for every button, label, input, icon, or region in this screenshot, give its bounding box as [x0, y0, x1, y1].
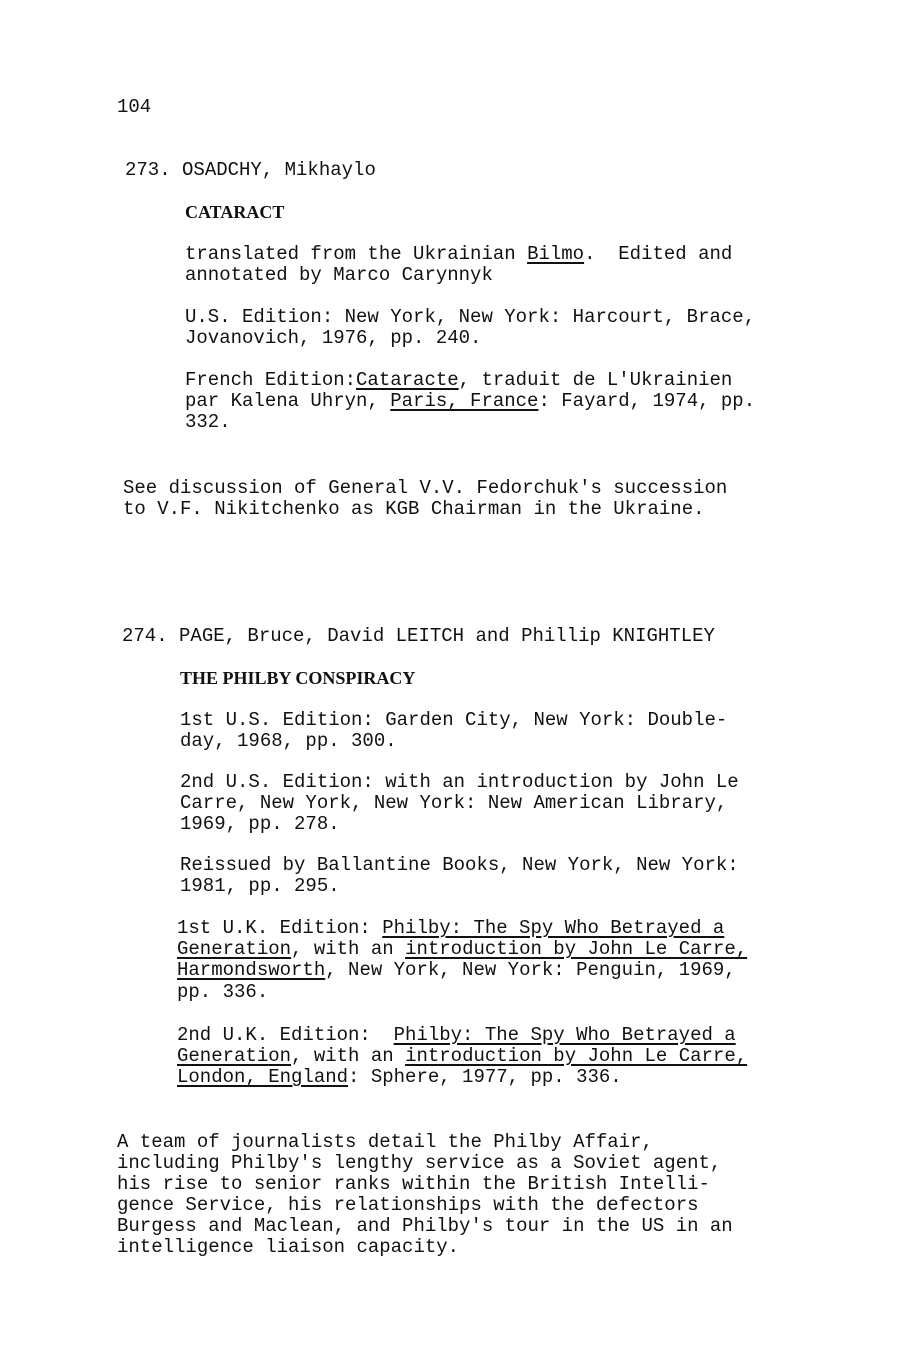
entry-274-line: 1st U.K. Edition: Philby: The Spy Who Betrayed a — [177, 917, 725, 939]
entry-273-note-line: to V.F. Nikitchenko as KGB Chairman in the Ukraine. — [123, 498, 705, 520]
entry-274-line: Harmondsworth, New York, New York: Penguin, 1969, — [177, 959, 736, 981]
entry-273-line: annotated by Marco Carynnyk — [185, 264, 493, 286]
entry-274-line: 2nd U.S. Edition: with an introduction by John Le — [180, 771, 739, 793]
entry-274-line: Carre, New York, New York: New American Library, — [180, 792, 728, 814]
entry-274-note-line: including Philby's lengthy service as a Soviet agent, — [117, 1152, 722, 1174]
entry-273-line: par Kalena Uhryn, Paris, France: Fayard, 1974, pp. — [185, 390, 756, 412]
entry-274-note-line: A team of journalists detail the Philby Affair, — [117, 1131, 653, 1153]
entry-273-line: Jovanovich, 1976, pp. 240. — [185, 327, 482, 349]
entry-274-note-line: gence Service, his relationships with the defectors — [117, 1194, 699, 1216]
entry-274-line: day, 1968, pp. 300. — [180, 730, 397, 752]
entry-274-note-line: intelligence liaison capacity. — [117, 1236, 460, 1258]
page-number: 104 — [117, 96, 152, 118]
entry-274-line: 1981, pp. 295. — [180, 875, 340, 897]
entry-273-title: CATARACT — [185, 202, 285, 222]
entry-274-line: 1969, pp. 278. — [180, 813, 340, 835]
entry-274-note-line: his rise to senior ranks within the British Intelli- — [117, 1173, 710, 1195]
entry-273-heading: 273. OSADCHY, Mikhaylo — [125, 159, 376, 181]
entry-274-line: 1st U.S. Edition: Garden City, New York: Double- — [180, 709, 728, 731]
entry-274-line: Generation, with an introduction by John Le Carre, — [177, 1045, 748, 1067]
entry-274-heading: 274. PAGE, Bruce, David LEITCH and Phillip KNIGHTLEY — [122, 625, 715, 647]
entry-274-line: Generation, with an introduction by John Le Carre, — [177, 938, 748, 960]
entry-273-line: translated from the Ukrainian Bilmo. Edited and — [185, 243, 733, 265]
entry-273-line: French Edition:Cataracte, traduit de L'Ukrainien — [185, 369, 733, 391]
entry-274-line: pp. 336. — [177, 981, 269, 1003]
entry-273-line: U.S. Edition: New York, New York: Harcourt, Brace, — [185, 306, 756, 328]
entry-274-line: 2nd U.K. Edition: Philby: The Spy Who Betrayed a — [177, 1024, 736, 1046]
entry-274-line: Reissued by Ballantine Books, New York, New York: — [180, 854, 739, 876]
entry-274-title: THE PHILBY CONSPIRACY — [180, 668, 416, 688]
entry-273-line: 332. — [185, 411, 231, 433]
entry-273-note-line: See discussion of General V.V. Fedorchuk's succession — [123, 477, 728, 499]
entry-274-line: London, England: Sphere, 1977, pp. 336. — [177, 1066, 622, 1088]
entry-274-note-line: Burgess and Maclean, and Philby's tour in the US in an — [117, 1215, 733, 1237]
